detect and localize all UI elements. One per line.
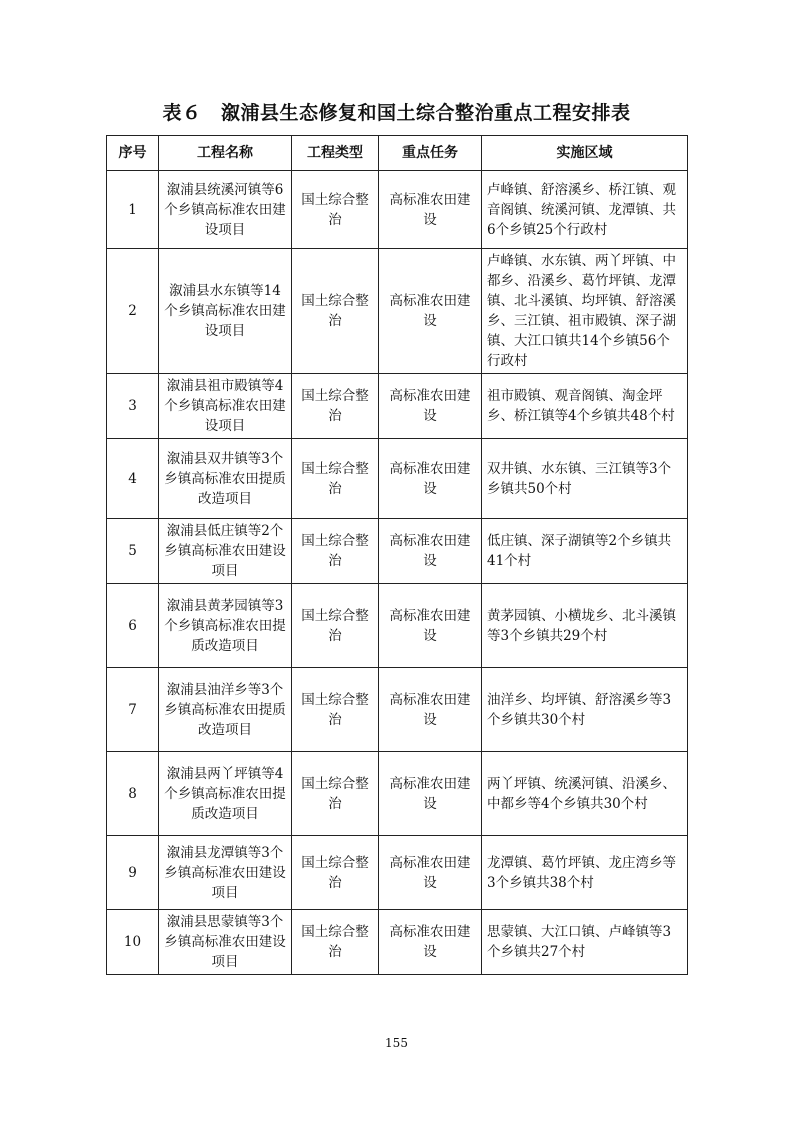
project-type-cell: 国土综合整治	[292, 519, 379, 584]
implementation-area-cell: 两丫坪镇、统溪河镇、沿溪乡、中都乡等4个乡镇共30个村	[482, 752, 688, 836]
implementation-area-cell: 卢峰镇、舒溶溪乡、桥江镇、观音阁镇、统溪河镇、龙潭镇、共6个乡镇25个行政村	[482, 171, 688, 249]
seq-cell: 5	[107, 519, 159, 584]
seq-cell: 3	[107, 374, 159, 439]
header-implementation-area: 实施区域	[482, 136, 688, 171]
table-row	[107, 171, 688, 249]
header-project-type: 工程类型	[292, 136, 379, 171]
key-task-cell: 高标准农田建设	[379, 519, 482, 584]
table-row	[107, 519, 688, 584]
key-task-cell: 高标准农田建设	[379, 668, 482, 752]
seq-cell: 2	[107, 249, 159, 374]
project-type-cell: 国土综合整治	[292, 752, 379, 836]
seq-cell: 4	[107, 439, 159, 519]
implementation-area-cell: 祖市殿镇、观音阁镇、淘金坪乡、桥江镇等4个乡镇共48个村	[482, 374, 688, 439]
table-row	[107, 910, 688, 975]
project-name-cell: 溆浦县低庄镇等2个乡镇高标准农田建设项目	[159, 519, 292, 584]
key-task-cell: 高标准农田建设	[379, 910, 482, 975]
key-task-cell: 高标准农田建设	[379, 439, 482, 519]
project-name-cell: 溆浦县思蒙镇等3个乡镇高标准农田建设项目	[159, 910, 292, 975]
implementation-area-cell: 双井镇、水东镇、三江镇等3个乡镇共50个村	[482, 439, 688, 519]
header-key-task: 重点任务	[379, 136, 482, 171]
implementation-area-cell: 油洋乡、均坪镇、舒溶溪乡等3个乡镇共30个村	[482, 668, 688, 752]
implementation-area-cell: 黄茅园镇、小横垅乡、北斗溪镇等3个乡镇共29个村	[482, 584, 688, 668]
table-row	[107, 836, 688, 910]
project-name-cell: 溆浦县两丫坪镇等4个乡镇高标准农田提质改造项目	[159, 752, 292, 836]
table-row	[107, 668, 688, 752]
project-schedule-table	[106, 135, 688, 975]
header-project-name: 工程名称	[159, 136, 292, 171]
project-name-cell: 溆浦县统溪河镇等6个乡镇高标准农田建设项目	[159, 171, 292, 249]
project-type-cell: 国土综合整治	[292, 374, 379, 439]
key-task-cell: 高标准农田建设	[379, 374, 482, 439]
key-task-cell: 高标准农田建设	[379, 836, 482, 910]
implementation-area-cell: 低庄镇、深子湖镇等2个乡镇共41个村	[482, 519, 688, 584]
project-type-cell: 国土综合整治	[292, 439, 379, 519]
project-type-cell: 国土综合整治	[292, 836, 379, 910]
table-row	[107, 584, 688, 668]
key-task-cell: 高标准农田建设	[379, 249, 482, 374]
project-type-cell: 国土综合整治	[292, 910, 379, 975]
key-task-cell: 高标准农田建设	[379, 752, 482, 836]
implementation-area-cell: 卢峰镇、水东镇、两丫坪镇、中都乡、沿溪乡、葛竹坪镇、龙潭镇、北斗溪镇、均坪镇、舒溶溪乡、三江镇、祖市殿镇、深子湖镇、大江口镇共14个乡镇56个行政村	[482, 249, 688, 374]
seq-cell: 9	[107, 836, 159, 910]
key-task-cell: 高标准农田建设	[379, 584, 482, 668]
seq-cell: 1	[107, 171, 159, 249]
table-row	[107, 374, 688, 439]
table-row	[107, 439, 688, 519]
project-name-cell: 溆浦县双井镇等3个乡镇高标准农田提质改造项目	[159, 439, 292, 519]
table-row	[107, 752, 688, 836]
seq-cell: 8	[107, 752, 159, 836]
implementation-area-cell: 龙潭镇、葛竹坪镇、龙庄湾乡等3个乡镇共38个村	[482, 836, 688, 910]
implementation-area-cell: 思蒙镇、大江口镇、卢峰镇等3个乡镇共27个村	[482, 910, 688, 975]
table-header-row	[107, 136, 688, 171]
key-task-cell: 高标准农田建设	[379, 171, 482, 249]
project-type-cell: 国土综合整治	[292, 668, 379, 752]
project-name-cell: 溆浦县祖市殿镇等4个乡镇高标准农田建设项目	[159, 374, 292, 439]
project-name-cell: 溆浦县黄茅园镇等3个乡镇高标准农田提质改造项目	[159, 584, 292, 668]
seq-cell: 6	[107, 584, 159, 668]
page-title: 表６ 溆浦县生态修复和国土综合整治重点工程安排表	[162, 102, 631, 124]
project-type-cell: 国土综合整治	[292, 584, 379, 668]
project-name-cell: 溆浦县水东镇等14个乡镇高标准农田建设项目	[159, 249, 292, 374]
project-name-cell: 溆浦县油洋乡等3个乡镇高标准农田提质改造项目	[159, 668, 292, 752]
page-number: 155	[385, 1036, 408, 1050]
project-type-cell: 国土综合整治	[292, 171, 379, 249]
table-row	[107, 249, 688, 374]
project-type-cell: 国土综合整治	[292, 249, 379, 374]
header-seq: 序号	[107, 136, 159, 171]
seq-cell: 7	[107, 668, 159, 752]
seq-cell: 10	[107, 910, 159, 975]
project-name-cell: 溆浦县龙潭镇等3个乡镇高标准农田建设项目	[159, 836, 292, 910]
